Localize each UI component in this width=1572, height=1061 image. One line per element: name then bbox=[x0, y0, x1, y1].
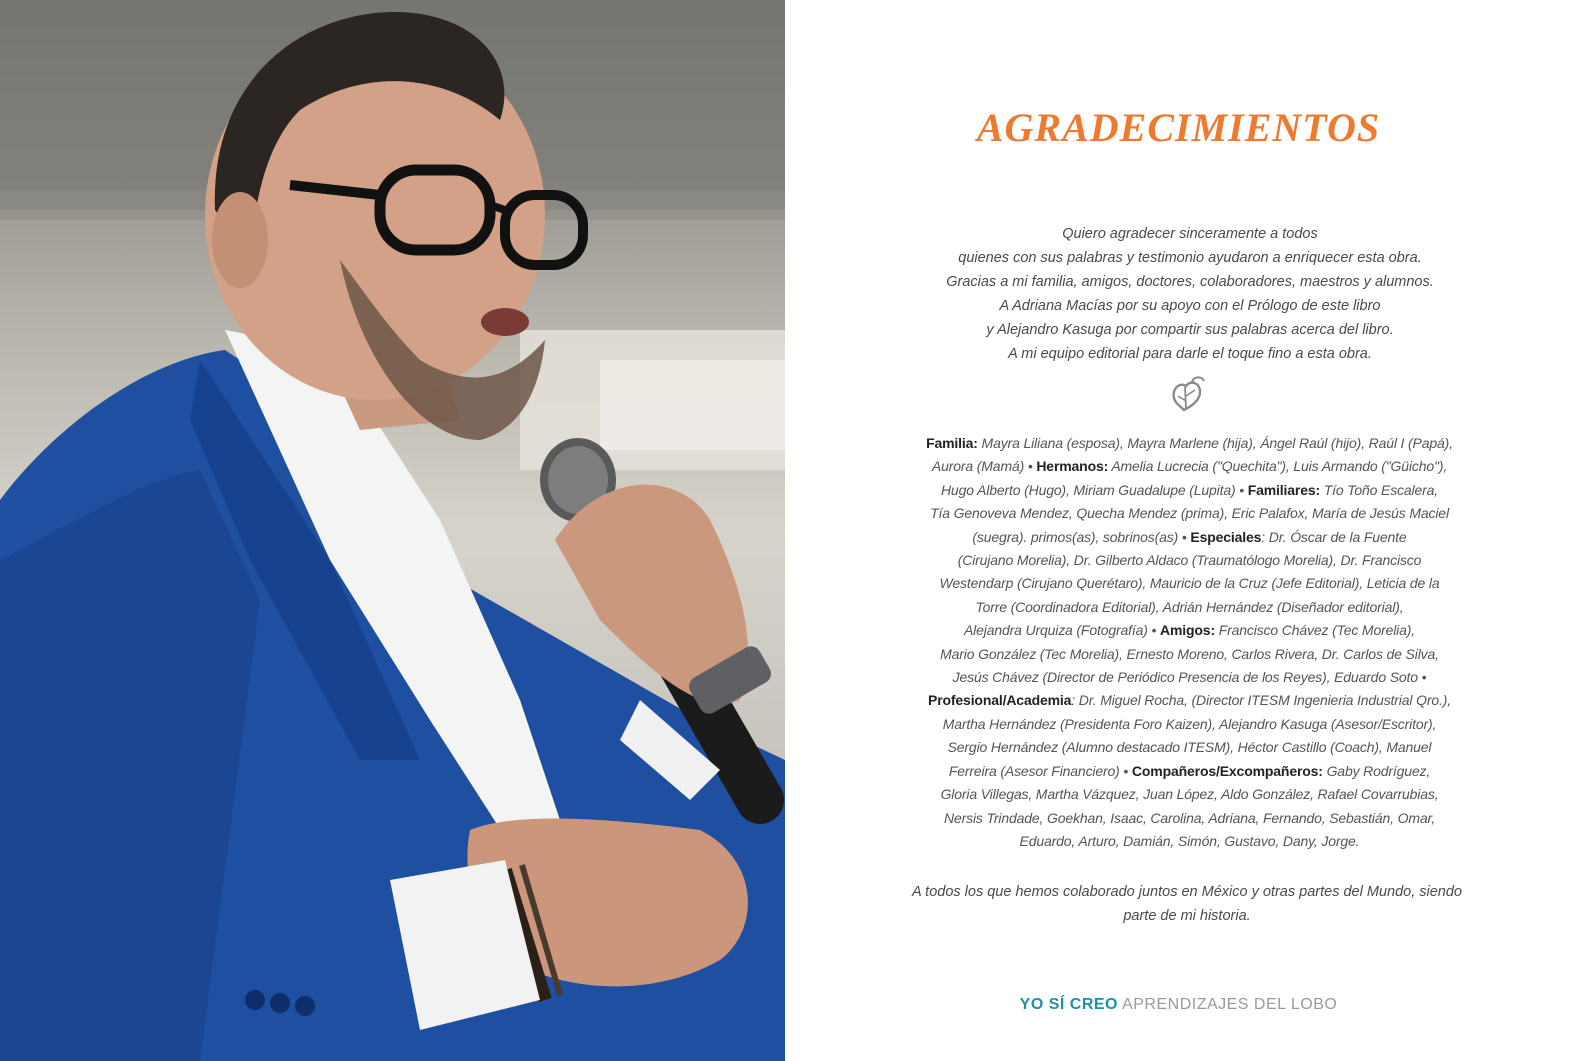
credits-line bbox=[907, 526, 1472, 549]
credits-text: Gaby Rodríguez, bbox=[1322, 762, 1431, 779]
book-brand: YO SÍ CREO bbox=[1019, 996, 1118, 1013]
intro-line: A Adriana Macías por su apoyo con el Prólogo de este libro bbox=[999, 298, 1381, 314]
credits-line: Eduardo, Arturo, Damián, Simón, Gustavo, Dany, Jorge. bbox=[1019, 832, 1360, 849]
credits-text: Alejandra Urquiza (Fotografía) • bbox=[963, 622, 1160, 639]
intro-line: y Alejandro Kasuga por compartir sus palabras acerca del libro. bbox=[986, 322, 1394, 338]
credits-line: Jesús Chávez (Director de Periódico Presencia de los Reyes), Eduardo Soto • bbox=[952, 669, 1427, 686]
category-label: Hermanos: bbox=[1036, 458, 1109, 475]
credits-line: Tía Genoveva Mendez, Quecha Mendez (prima), Eric Palafox, María de Jesús Maciel bbox=[930, 505, 1449, 522]
credits-text: Amelia Lucrecia ("Quechita"), Luis Armando ("Güicho"), bbox=[1108, 458, 1448, 475]
credits-line bbox=[907, 619, 1472, 642]
book-subtitle: APRENDIZAJES DEL LOBO bbox=[1122, 996, 1338, 1013]
acknowledgements-page bbox=[785, 0, 1572, 1061]
speaker-photo bbox=[0, 0, 785, 1061]
speaker-illustration bbox=[0, 0, 785, 1061]
credits-text: : Dr. Miguel Rocha, (Director ITESM Ingenieria Industrial Qro.), bbox=[1071, 692, 1451, 709]
intro-line: quienes con sus palabras y testimonio ayudaron a enriquecer esta obra. bbox=[958, 250, 1422, 266]
credits-text: (suegra). primos(as), sobrinos(as) • bbox=[972, 528, 1191, 545]
intro-line: Quiero agradecer sinceramente a todos bbox=[1062, 226, 1318, 242]
credits-line bbox=[907, 432, 1472, 455]
credits-text: Ferreira (Asesor Financiero) • bbox=[948, 762, 1132, 779]
category-label: Compañeros/Excompañeros: bbox=[1131, 762, 1323, 779]
credits-text: Mayra Liliana (esposa), Mayra Marlene (hija), Ángel Raúl (hijo), Raúl I (Papá), bbox=[977, 435, 1453, 451]
category-label: Familia: bbox=[926, 435, 978, 451]
credits-line bbox=[907, 455, 1472, 478]
closing-line: parte de mi historia. bbox=[1123, 908, 1251, 924]
credits-line: Westendarp (Cirujano Querétaro), Mauricio de la Cruz (Jefe Editorial), Leticia de la bbox=[939, 575, 1440, 592]
credits-line bbox=[907, 760, 1472, 783]
credits-line bbox=[907, 689, 1472, 712]
intro-line: Gracias a mi familia, amigos, doctores, colaboradores, maestros y alumnos. bbox=[946, 274, 1434, 290]
credits-line bbox=[907, 479, 1472, 502]
credits-line: Torre (Coordinadora Editorial), Adrián Hernández (Diseñador editorial), bbox=[975, 598, 1404, 615]
intro-paragraph bbox=[885, 222, 1495, 366]
credits-line: Nersis Trindade, Goekhan, Isaac, Carolina, Adriana, Fernando, Sebastián, Omar, bbox=[943, 809, 1435, 826]
credits-text: Francisco Chávez (Tec Morelia), bbox=[1214, 622, 1416, 639]
page-title: AGRADECIMIENTOS bbox=[976, 105, 1381, 150]
credits-text: : Dr. Óscar de la Fuente bbox=[1261, 528, 1407, 545]
credits-list bbox=[907, 432, 1472, 853]
credits-line: Mario González (Tec Morelia), Ernesto Moreno, Carlos Rivera, Dr. Carlos de Silva, bbox=[940, 645, 1439, 662]
credits-line: Martha Hernández (Presidenta Foro Kaizen), Alejandro Kasuga (Asesor/Escritor), bbox=[942, 715, 1437, 732]
closing-paragraph bbox=[887, 880, 1487, 928]
credits-line: Sergio Hernández (Alumno destacado ITESM), Héctor Castillo (Coach), Manuel bbox=[947, 739, 1432, 756]
page-footer bbox=[785, 996, 1572, 1014]
credits-text: Hugo Alberto (Hugo), Miriam Guadalupe (Lupita) • bbox=[940, 481, 1248, 498]
category-label: Amigos: bbox=[1160, 622, 1215, 639]
credits-text: Aurora (Mamá) • bbox=[931, 458, 1037, 475]
closing-line: A todos los que hemos colaborado juntos en México y otras partes del Mundo, siendo bbox=[912, 884, 1462, 900]
category-label: Especiales bbox=[1190, 528, 1262, 545]
category-label: Profesional/Academia bbox=[928, 692, 1072, 709]
credits-line: (Cirujano Morelia), Dr. Gilberto Aldaco (Traumatólogo Morelia), Dr. Francisco bbox=[957, 552, 1422, 569]
category-label: Familiares: bbox=[1247, 481, 1320, 498]
credits-line: Gloria Villegas, Martha Vázquez, Juan López, Aldo González, Rafael Covarrubias, bbox=[940, 786, 1439, 803]
credits-text: Tío Toño Escalera, bbox=[1319, 481, 1439, 498]
leaf-ornament-icon bbox=[1166, 372, 1208, 414]
intro-line: A mi equipo editorial para darle el toque fino a esta obra. bbox=[1008, 346, 1372, 362]
